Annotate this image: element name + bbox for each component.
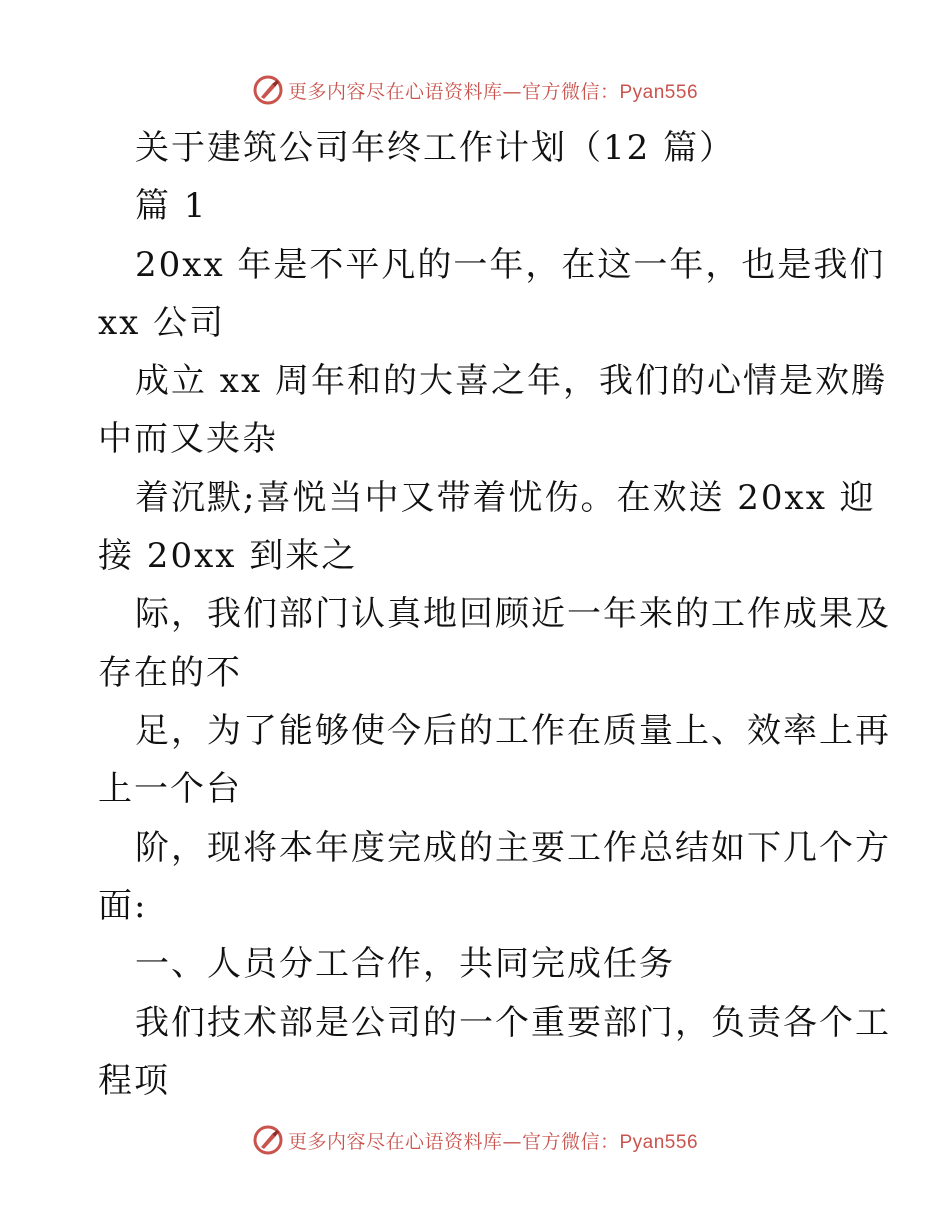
document-title: 关于建筑公司年终工作计划（12 篇） [135,128,736,168]
pen-nib-circle-icon [252,1124,284,1156]
paragraph-line: 中而又夹杂 [98,419,278,459]
watermark-banner-bottom [0,1120,950,1160]
watermark-main: 更多内容尽在心语资料库 [287,80,503,103]
watermark-main: 更多内容尽在心语资料库 [287,1130,503,1153]
paragraph-line: 足，为了能够使今后的工作在质量上、效率上再 [135,711,891,751]
watermark-handle: Pyan556 [619,81,699,103]
watermark-text [288,1127,698,1154]
paragraph-line: 我们技术部是公司的一个重要部门，负责各个工 [135,1003,891,1043]
watermark-handle: Pyan556 [619,1131,699,1153]
paragraph-line: 面: [98,886,148,926]
paragraph-line: 20xx 年是不平凡的一年，在这一年，也是我们 [135,245,886,285]
watermark-separator: — [502,1130,522,1153]
subsection-heading: 一、人员分工合作，共同完成任务 [135,944,675,984]
paragraph-line: 成立 xx 周年和的大喜之年，我们的心情是欢腾 [135,361,887,401]
watermark-official: 官方微信： [521,80,620,103]
paragraph-line: 接 20xx 到来之 [98,536,358,576]
paragraph-line: xx 公司 [98,303,226,343]
section-heading: 篇 1 [135,186,208,226]
paragraph-line: 上一个台 [98,769,242,809]
paragraph-line: 着沉默;喜悦当中又带着忧伤。在欢送 20xx 迎 [135,478,876,518]
watermark-separator: — [502,80,522,103]
paragraph-line: 存在的不 [98,653,242,693]
paragraph-line: 程项 [98,1061,170,1101]
paragraph-line: 际，我们部门认真地回顾近一年来的工作成果及 [135,594,891,634]
paragraph-line: 阶，现将本年度完成的主要工作总结如下几个方 [135,828,891,868]
watermark-official: 官方微信： [521,1130,620,1153]
